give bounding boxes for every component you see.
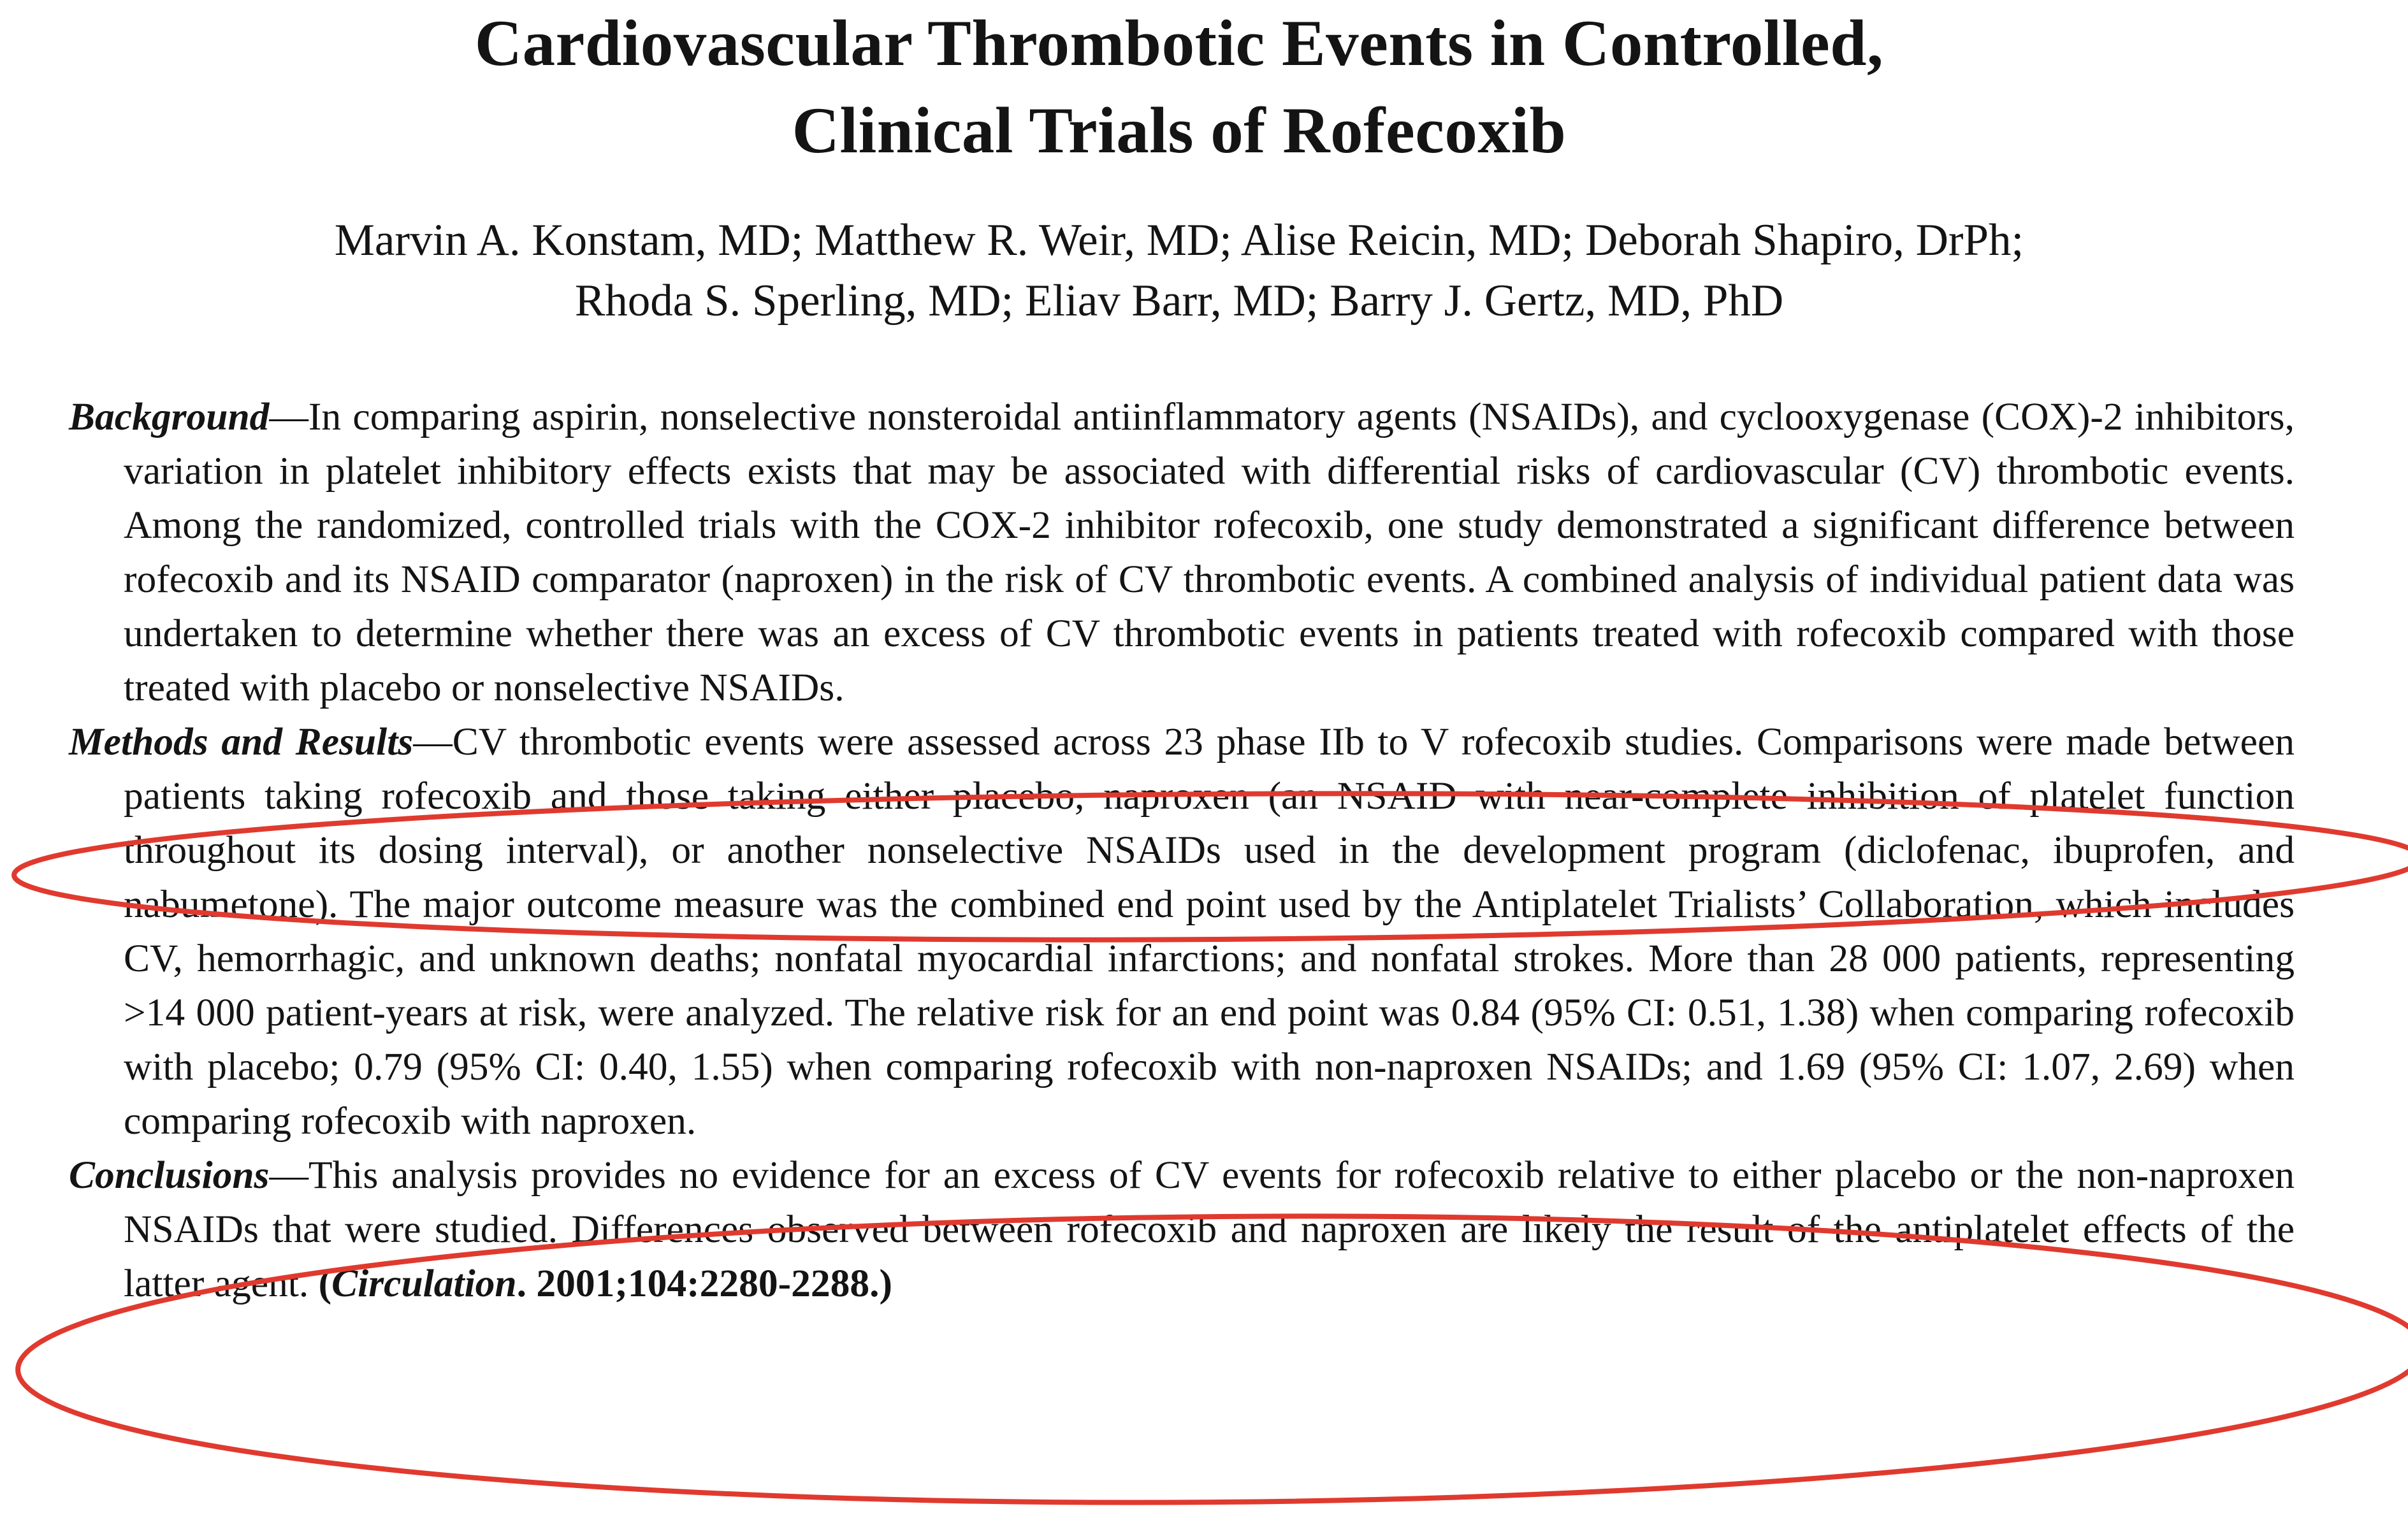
citation-rest: . 2001;104:2280-2288.) [516,1262,892,1305]
authors-line-1: Marvin A. Konstam, MD; Matthew R. Weir, MD; Alise Reicin, MD; Deborah Shapiro, DrPh; [334,215,2024,265]
methods-results-text: CV thrombotic events were assessed across 23 phase IIb to V rofecoxib studies. Comparisons were made between patients taking rofecoxib and those taking either placebo, naproxen (an NSAID with near-complete inhibition of platelet function throughout its dosing interval), or another nonselective NSAIDs used in the development program (diclofenac, ibuprofen, and nabumetone). The major outcome measure was the combined end point used by the Antiplatelet Trialists’ Collaboration, which includes CV, hemorrhagic, and unknown deaths; nonfatal myocardial infarctions; and nonfatal strokes. More than 28 000 patients, representing >14 000 patient-years at risk, were analyzed. The relative risk for an end point was 0.84 (95% CI: 0.51, 1.38) when comparing rofecoxib with placebo; 0.79 (95% CI: 0.40, 1.55) when comparing rofecoxib with non-naproxen NSAIDs; and 1.69 (95% CI: 1.07, 2.69) when comparing rofecoxib with naproxen. [124,720,2295,1143]
article-title [0,0,2358,175]
citation-journal: Circulation [331,1262,517,1305]
author-list [0,210,2358,331]
background-label: Background [69,395,270,438]
methods-results-label: Methods and Results [69,720,414,763]
background-text: In comparing aspirin, nonselective nonsteroidal antiinflammatory agents (NSAIDs), and cyclooxygenase (COX)-2 inhibitors, variation in platelet inhibitory effects exists that may be associated with differential risks of cardiovascular (CV) thrombotic events. Among the randomized, controlled trials with the COX-2 inhibitor rofecoxib, one study demonstrated a significant difference between rofecoxib and its NSAID comparator (naproxen) in the risk of CV thrombotic events. A combined analysis of individual patient data was undertaken to determine whether there was an excess of CV thrombotic events in patients treated with rofecoxib compared with those treated with placebo or nonselective NSAIDs. [124,395,2295,709]
title-line-1: Cardiovascular Thrombotic Events in Controlled, [474,7,1884,80]
conclusions-dash: — [269,1153,308,1197]
title-line-2: Clinical Trials of Rofecoxib [792,94,1567,167]
methods-results-dash: — [413,720,453,763]
conclusions-label: Conclusions [69,1153,270,1197]
background-dash: — [269,395,308,438]
conclusions-text: This analysis provides no evidence for an excess of CV events for rofecoxib relative to either placebo or the non-naproxen NSAIDs that were studied. Differences observed between rofecoxib and naproxen are likely the result of the antiplatelet effects of the latter agent. [124,1153,2295,1305]
background-section [69,390,2295,715]
citation [319,1262,892,1305]
citation-open: ( [318,1262,332,1305]
conclusions-section [69,1148,2295,1311]
abstract [69,390,2295,1311]
methods-results-section [69,715,2295,1148]
authors-line-2: Rhoda S. Sperling, MD; Eliav Barr, MD; Barry J. Gertz, MD, PhD [574,276,1784,326]
